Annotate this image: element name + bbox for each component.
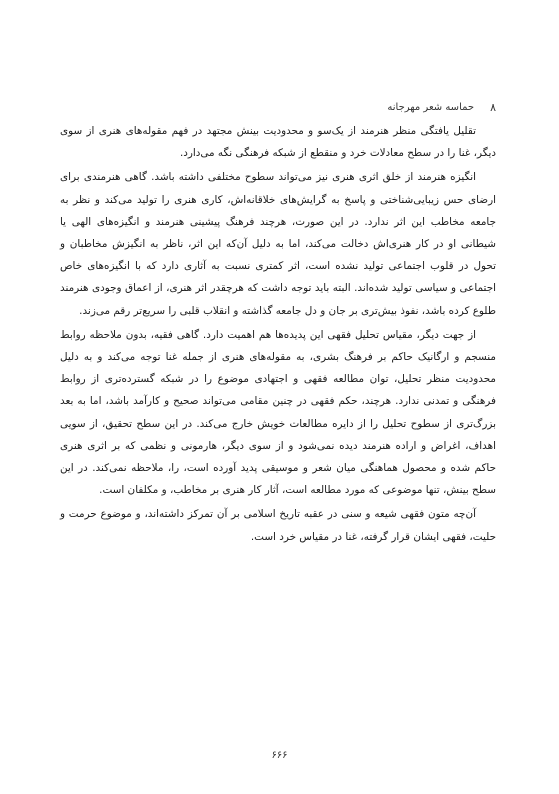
paragraph: تقلیل یافتگی منظر هنرمند از یک‌سو و محدودیت بینش مجتهد در فهم مقوله‌های هنری از سوی دیگر، غنا را در سطح معادلات خرد و منقطع از شبکه فرهنگی نگه می‌دارد.: [60, 125, 496, 160]
footer-page-number: ۶۶۶: [271, 750, 288, 761]
page-body: [60, 120, 496, 740]
header-page-number: ۸: [490, 100, 496, 114]
running-title: حماسه شعر مهرجانه: [387, 101, 475, 113]
paragraph: از جهت دیگر، مقیاس تحلیل فقهی این پدیده‌ها هم اهمیت دارد. گاهی فقیه، بدون ملاحظه روابط منسجم و ارگانیک حاکم بر فرهنگ بشری، به مقوله‌های هنری از جمله غنا توجه می‌کند و به دلیل محدودیت منظر تحلیل، توان مطالعه فقهی و اجتهادی موضوع را در شبکه گسترده‌تری از روابط فرهنگی و تمدنی ندارد. هرچند، حکم فقهی در چنین مقامی می‌تواند صحیح و کارآمد باشد، اما به بعد بزرگ‌تری از سطوح تحلیل را از دایره مطالعات خویش خارج می‌کند. در این سطح تحقیق، از سویی اهداف، اغراض و اراده هنرمند دیده نمی‌شود و از سوی دیگر، هارمونی و نظمی که بر اثری هنری حاکم شده و محصول هماهنگی میان شعر و موسیقی پدید آورده است، را، ملاحظه نمی‌کند. در این سطح بینش، تنها موضوعی که مورد مطالعه است، آثار کار هنری بر مخاطب، و مکلفان است.: [60, 328, 496, 497]
running-header: [60, 98, 496, 116]
paragraph: انگیزه هنرمند از خلق اثری هنری نیز می‌تواند سطوح مختلفی داشته باشد. گاهی هنرمندی برای ارضای حس زیبایی‌شناختی و پاسخ به گرایش‌های خلاقانه‌اش، کاری هنری را تولید می‌کند و نظر به جامعه مخاطب این اثر ندارد. در این صورت، هرچند فرهنگ پیشینی هنرمند و انگیزه‌های الهی یا شیطانی او در کار هنری‌اش دخالت می‌کند، اما به دلیل آن‌که این اثر، ناظر به انگیزش مخاطبان و تحول در قلوب اجتماعی تولید نشده است، اثر کمتری نسبت به آثاری دارد که با انگیزه‌های خاص اجتماعی و سیاسی تولید شده‌اند. البته باید توجه داشت که هرچقدر اثر هنری، از اعماق وجودی هنرمند طلوع کرده باشد، نفوذ بیش‌تری بر جان و دل جامعه گذاشته و انقلاب قلبی را سریع‌تر رقم می‌زند.: [60, 171, 496, 317]
paragraph: آن‌چه متون فقهی شیعه و سنی در عقبه تاریخ اسلامی بر آن تمرکز داشته‌اند، و موضوع حرمت و حلیت، فقهی ایشان قرار گرفته، غنا در مقیاس خرد است.: [60, 508, 496, 543]
